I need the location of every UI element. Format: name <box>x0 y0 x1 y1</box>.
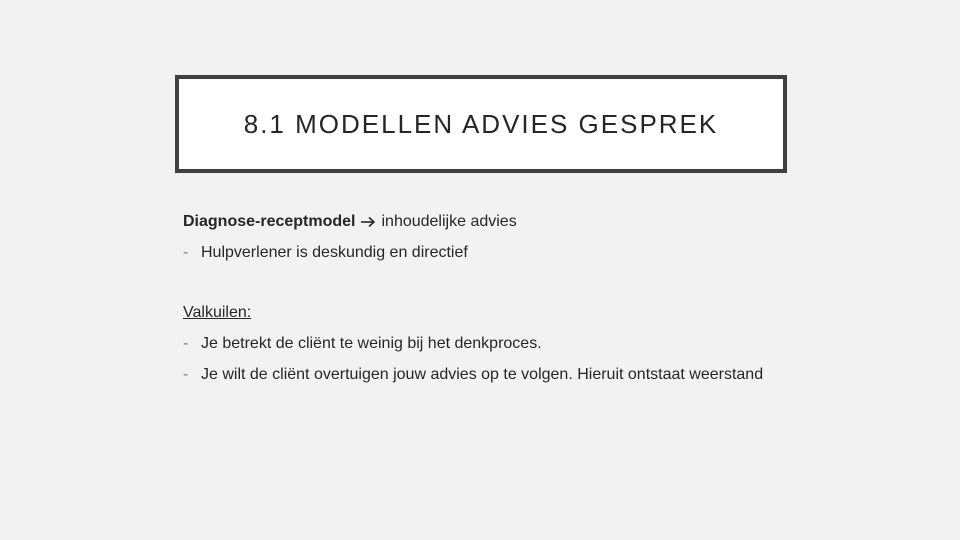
bullet-dash: - <box>183 366 189 383</box>
bullet-dash: - <box>183 244 189 261</box>
pitfalls-label: Valkuilen: <box>183 304 252 321</box>
slide-body <box>183 212 803 384</box>
model-point: Hulpverlener is deskundig en directief <box>201 244 468 261</box>
pitfall-item: Je betrekt de cliënt te weinig bij het denkproces. <box>201 335 542 352</box>
list-item <box>183 243 803 262</box>
slide-title: 8.1 MODELLEN ADVIES GESPREK <box>243 108 719 139</box>
list-item <box>183 334 803 353</box>
title-box <box>175 75 787 173</box>
model-heading <box>183 212 803 231</box>
model-description: inhoudelijke advies <box>381 213 517 230</box>
pitfall-item: Je wilt de cliënt overtuigen jouw advies op te volgen. Hieruit ontstaat weerstand <box>201 366 764 383</box>
list-item <box>183 365 803 384</box>
model-name: Diagnose-receptmodel <box>183 213 356 230</box>
bullet-dash: - <box>183 335 189 352</box>
arrow-right-icon <box>360 216 376 228</box>
